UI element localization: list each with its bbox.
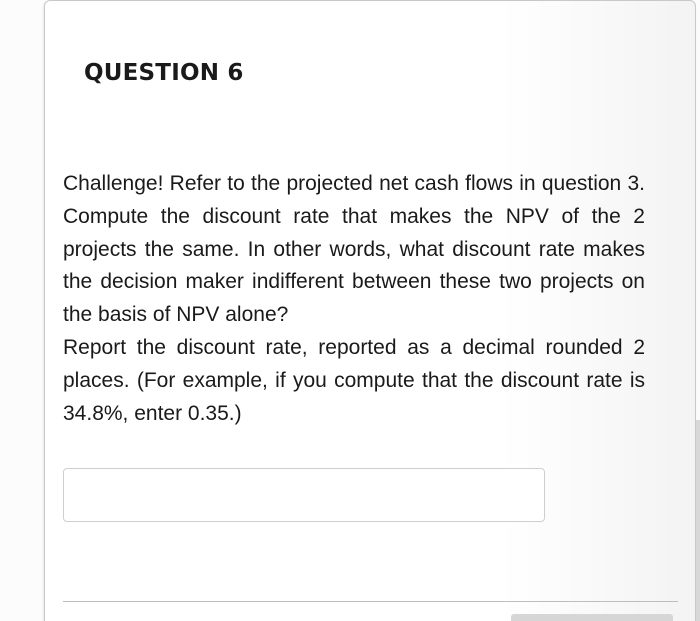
next-button[interactable]	[511, 614, 673, 621]
answer-input[interactable]	[63, 468, 545, 522]
divider	[63, 601, 678, 602]
question-title: QUESTION 6	[84, 60, 244, 86]
scrollbar-track[interactable]	[696, 420, 700, 621]
question-text: Challenge! Refer to the projected net cash flows in question 3. Compute the discount rate that makes the NPV of the 2 projects the same. In other words, what discount rate makes the decision maker indifferent between these two projects on the basis of NPV alone? Report the discount rate, reported as a decimal rounded 2 places. (For example, if you compute that the discount rate is 34.8%, enter 0.35.)	[63, 172, 645, 425]
